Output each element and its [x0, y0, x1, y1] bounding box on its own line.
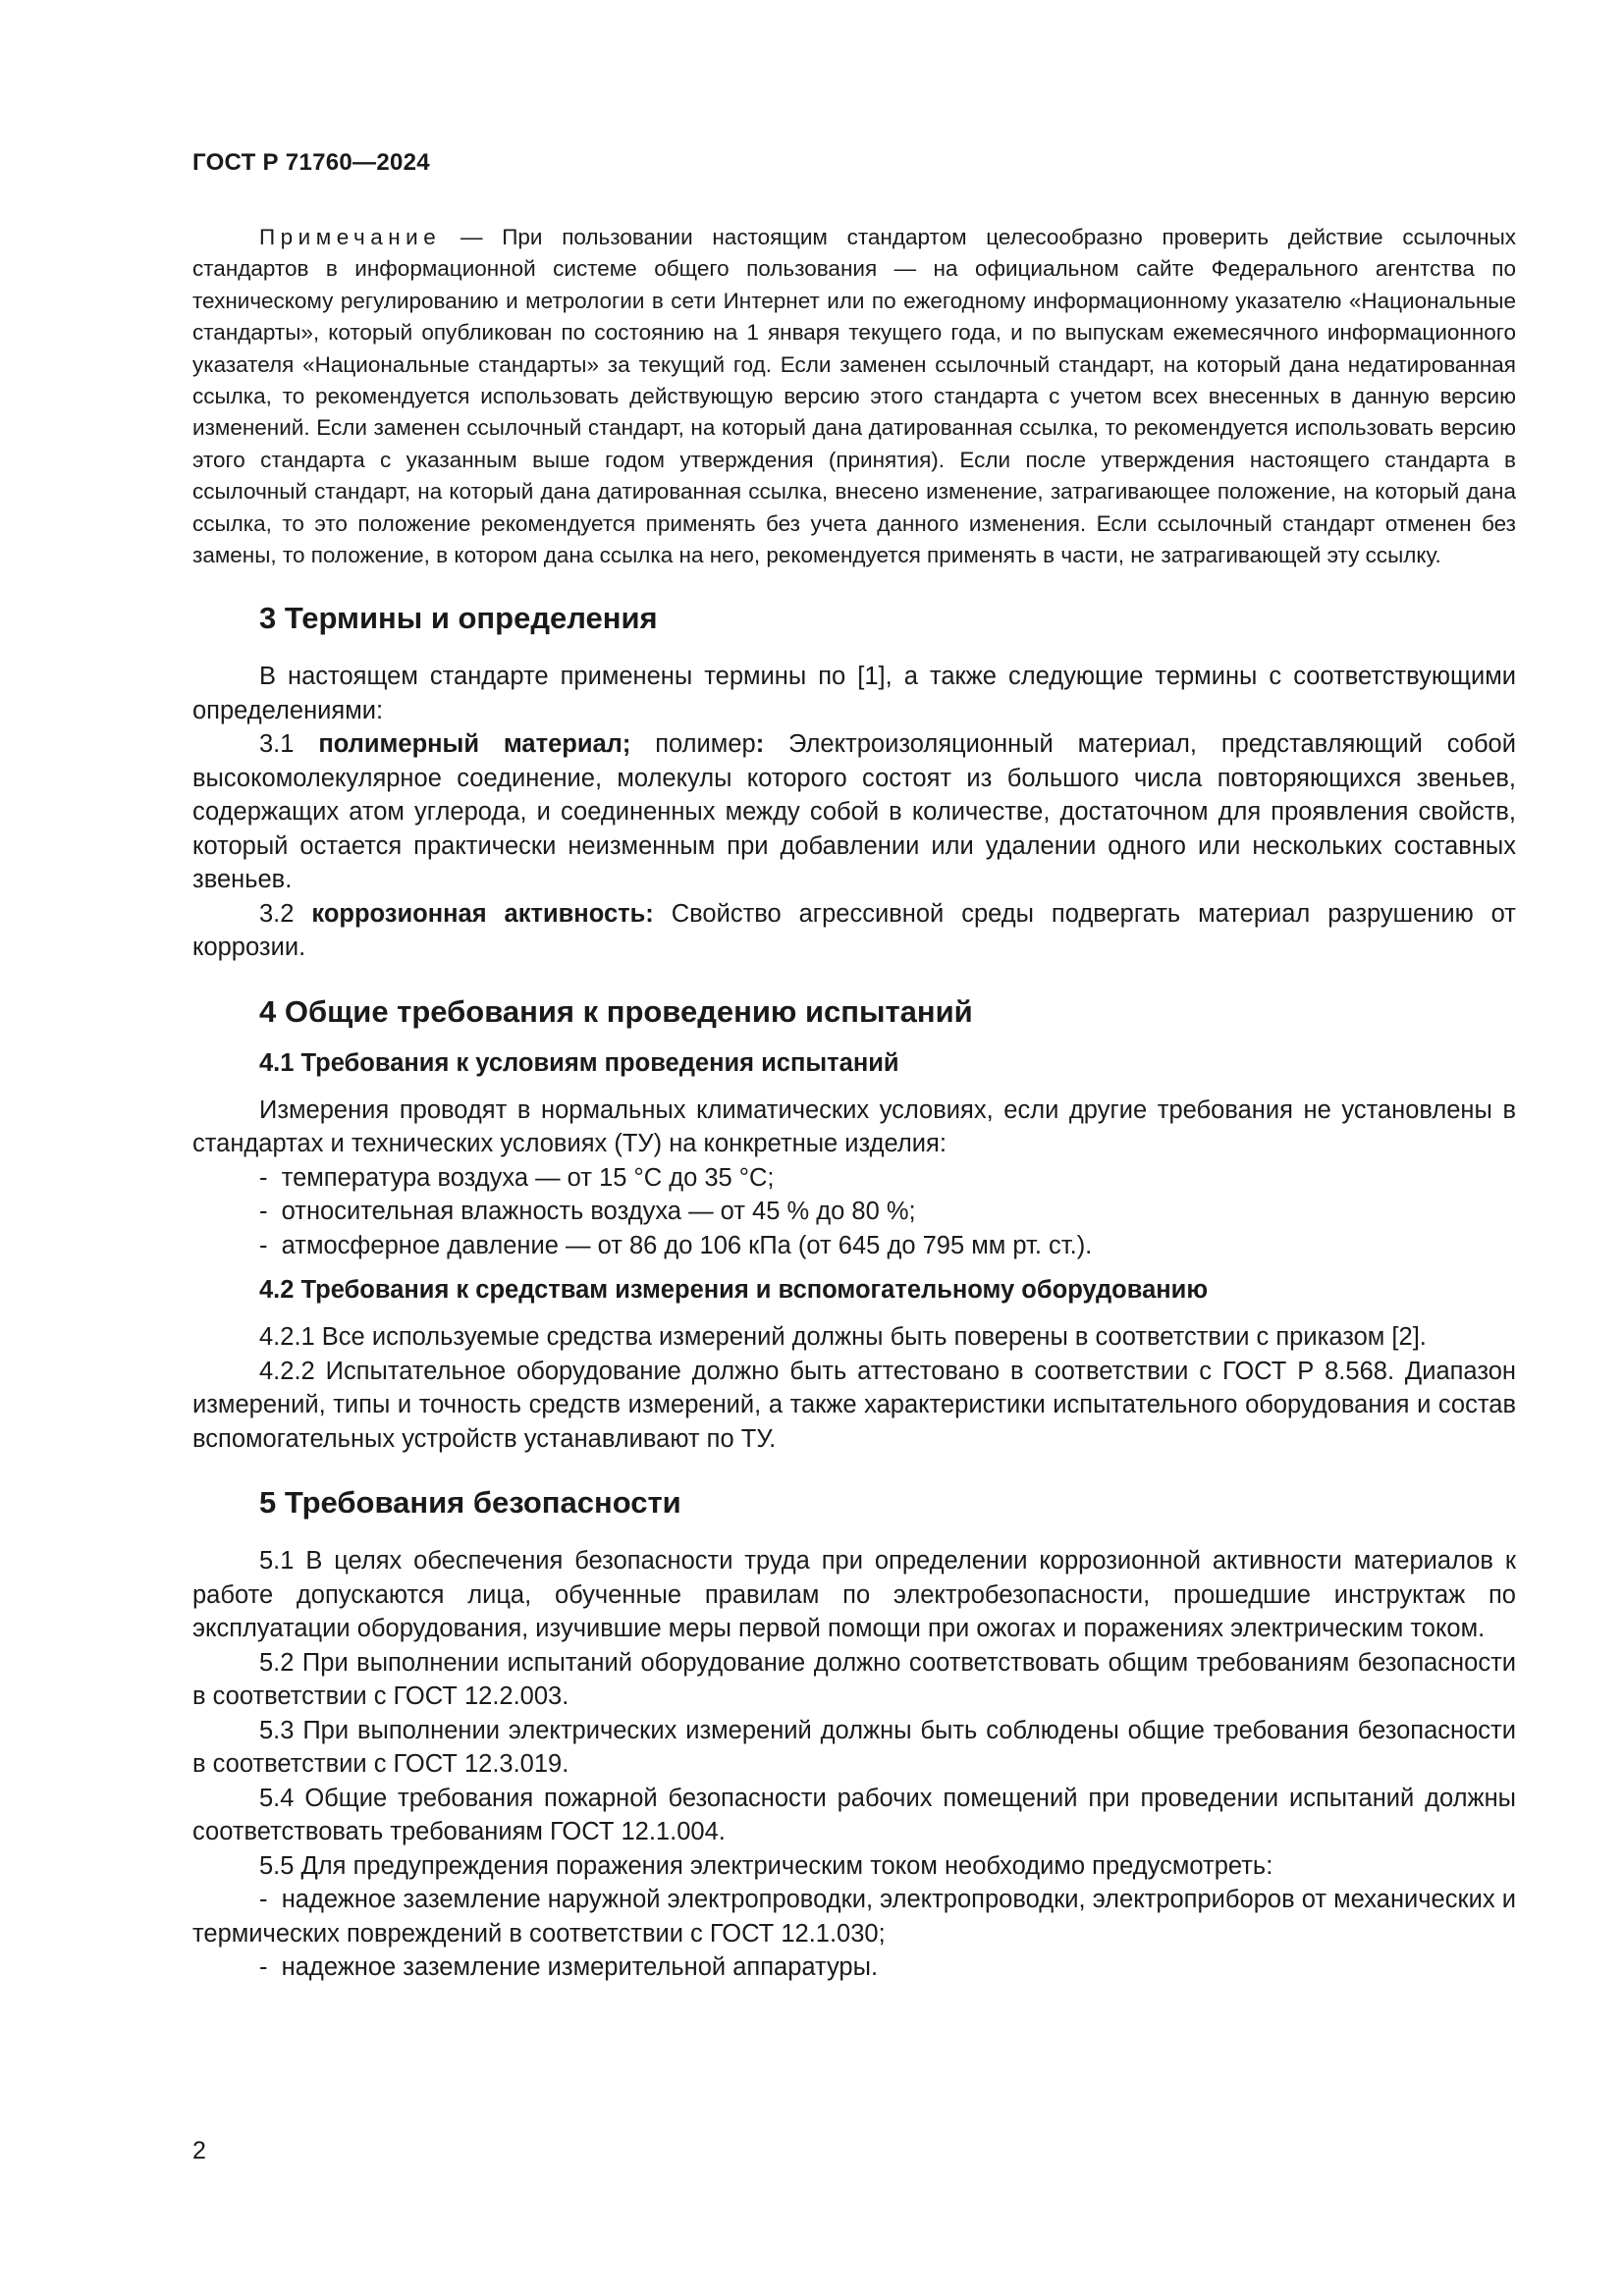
list-item: - температура воздуха — от 15 °С до 35 °С;: [259, 1161, 1516, 1196]
list-item: - надежное заземление измерительной аппаратуры.: [192, 1950, 1516, 1985]
term-3-1-synonym: полимер: [630, 730, 756, 759]
list-item: - атмосферное давление — от 86 до 106 кПа (от 645 до 795 мм рт. ст.).: [259, 1229, 1516, 1263]
term-3-2-definition: Свойство агрессивной среды подвергать материал разрушению от коррозии.: [192, 899, 1516, 962]
paragraph-5-5: 5.5 Для предупреждения поражения электрическим током необходимо предусмотреть:: [259, 1851, 1273, 1880]
subsection-4-1-text: Измерения проводят в нормальных климатических условиях, если другие требования не установлены в стандартах и технических условиях (ТУ) на конкретные изделия:: [192, 1095, 1516, 1158]
paragraph-5-1: 5.1 В целях обеспечения безопасности труда при определении коррозионной активности материалов к работе допускаются лица, обученные правилам по электробезопасности, прошедшие инструктаж по эксплуатации оборудования, изучившие меры первой помощи при ожогах и поражениях электрическим током.: [192, 1547, 1516, 1643]
section-5-title: 5 Требования безопасности: [259, 1485, 681, 1521]
paragraph-4-2-2: 4.2.2 Испытательное оборудование должно быть аттестовано в соответствии с ГОСТ Р 8.568. Диапазон измерений, типы и точность средств измерений, а также характеристики испытательного оборудования и состав вспомогательных устройств устанавливают по ТУ.: [192, 1357, 1516, 1453]
term-3-1-number: 3.1: [259, 730, 319, 759]
term-3-1: [192, 727, 1516, 897]
subsection-4-2-title: 4.2 Требования к средствам измерения и вспомогательному оборудованию: [259, 1276, 1209, 1305]
note-paragraph: [192, 222, 1516, 571]
term-3-1-colon: :: [755, 730, 765, 759]
subsection-4-1-title: 4.1 Требования к условиям проведения испытаний: [259, 1048, 899, 1077]
conditions-list: [192, 1161, 1516, 1263]
section-3-intro: В настоящем стандарте применены термины по [1], а также следующие термины с соответствующими определениями:: [192, 663, 1516, 724]
section-4-title: 4 Общие требования к проведению испытаний: [259, 993, 973, 1029]
term-3-1-definition: Электроизоляционный материал, представляющий собой высокомолекулярное соединение, молекулы которого состоят из большого числа повторяющихся звеньев, содержащих атом углерода, и соединенных между собой в количестве, достаточном для проявления свойств, который остается практически неизменным при добавлении или удалении одного или нескольких составных звеньев.: [192, 730, 1516, 894]
term-3-2: [192, 897, 1516, 965]
page-content: [192, 222, 1516, 1985]
document-header: ГОСТ Р 71760—2024: [192, 149, 430, 176]
paragraph-4-2-1: 4.2.1 Все используемые средства измерений должны быть поверены в соответствии с приказом [2].: [259, 1323, 1427, 1352]
note-text: — При пользовании настоящим стандартом целесообразно проверить действие ссылочных стандартов в информационной системе общего пользования — на официальном сайте Федерального агентства по техническому регулированию и метрологии в сети Интернет или по ежегодному информационному указателю «Национальные стандарты», который опубликован по состоянию на 1 января текущего года, и по выпускам ежемесячного информационного указателя «Национальные стандарты» за текущий год. Если заменен ссылочный стандарт, на который дана недатированная ссылка, то рекомендуется использовать действующую версию этого стандарта с учетом всех внесенных в данную версию изменений. Если заменен ссылочный стандарт, на который дана датированная ссылка, то рекомендуется использовать версию этого стандарта с указанным выше годом утверждения (принятия). Если после утверждения настоящего стандарта в ссылочный стандарт, на который дана датированная ссылка, внесено изменение, затрагивающее положение, на который дана ссылка, то это положение рекомендуется применять без учета данного изменения. Если ссылочный стандарт отменен без замены, то положение, в котором дана ссылка на него, рекомендуется применять в части, не затрагивающей эту ссылку.: [192, 225, 1516, 568]
term-3-1-term: полимерный материал;: [318, 730, 631, 759]
term-3-2-number: 3.2: [259, 899, 312, 928]
paragraph-5-2: 5.2 При выполнении испытаний оборудование должно соответствовать общим требованиям безопасности в соответствии с ГОСТ 12.2.003.: [192, 1648, 1516, 1711]
note-label: Примечание: [259, 225, 442, 249]
term-3-2-term: коррозионная активность:: [311, 899, 654, 928]
paragraph-5-4: 5.4 Общие требования пожарной безопасности рабочих помещений при проведении испытаний должны соответствовать требованиям ГОСТ 12.1.004.: [192, 1784, 1516, 1846]
section-3-title: 3 Термины и определения: [259, 601, 658, 636]
page-number: 2: [192, 2137, 206, 2164]
paragraph-5-3: 5.3 При выполнении электрических измерений должны быть соблюдены общие требования безопасности в соответствии с ГОСТ 12.3.019.: [192, 1716, 1516, 1779]
list-item: - надежное заземление наружной электропроводки, электропроводки, электроприборов от механических и термических повреждений в соответствии с ГОСТ 12.1.030;: [192, 1883, 1516, 1950]
list-item: - относительная влажность воздуха — от 45 % до 80 %;: [259, 1195, 1516, 1229]
